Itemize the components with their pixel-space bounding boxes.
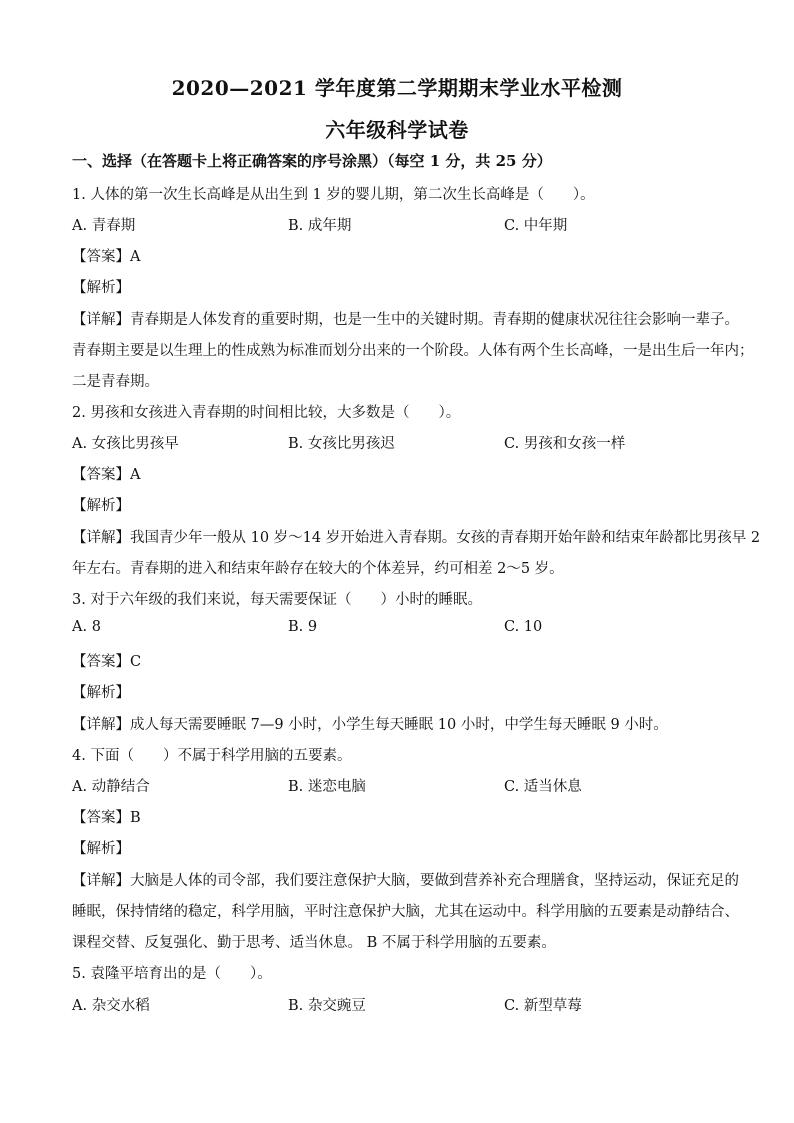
answer-label: 【答案】B	[72, 810, 141, 826]
section-heading: 一、选择（在答题卡上将正确答案的序号涂黑）（每空 1 分，共 25 分）	[72, 152, 552, 170]
answer-label: 【答案】C	[72, 654, 142, 670]
analysis-label: 【解析】	[72, 280, 130, 296]
option-b: B. 女孩比男孩迟	[288, 436, 395, 452]
option-c: C. 男孩和女孩一样	[504, 436, 626, 452]
answer-label: 【答案】A	[72, 467, 141, 483]
option-a: A. 动静结合	[72, 779, 150, 795]
option-b: B. 9	[288, 619, 318, 635]
analysis-label: 【解析】	[72, 498, 130, 514]
detail-line: 【详解】我国青少年一般从 10 岁～14 岁开始进入青春期。女孩的青春期开始年龄和结束年龄都比男孩早 2	[72, 530, 761, 546]
option-c: C. 适当休息	[504, 779, 582, 795]
answer-label: 【答案】A	[72, 249, 141, 265]
detail-line: 【详解】大脑是人体的司令部，我们要注意保护大脑，要做到营养补充合理膳食，坚持运动，保证充足的	[72, 873, 739, 889]
option-b: B. 杂交豌豆	[288, 998, 366, 1014]
question-stem: 3. 对于六年级的我们来说，每天需要保证（ ）小时的睡眠。	[72, 592, 482, 608]
question-stem: 2. 男孩和女孩进入青春期的时间相比较，大多数是（ ）。	[72, 405, 461, 421]
detail-line: 【详解】成人每天需要睡眠 7—9 小时，小学生每天睡眠 10 小时，中学生每天睡眠 9 小时。	[72, 717, 668, 733]
option-b: B. 迷恋电脑	[288, 779, 366, 795]
analysis-label: 【解析】	[72, 841, 130, 857]
option-c: C. 新型草莓	[504, 998, 582, 1014]
question-stem: 5. 袁隆平培育出的是（ ）。	[72, 966, 272, 982]
detail-line: 年左右。青春期的进入和结束年龄存在较大的个体差异，约可相差 2～5 岁。	[72, 561, 564, 577]
detail-line: 青春期主要是以生理上的性成熟为标准而划分出来的一个阶段。人体有两个生长高峰，一是出生后一年内；	[72, 343, 754, 359]
question-stem: 4. 下面（ ）不属于科学用脑的五要素。	[72, 748, 352, 764]
option-a: A. 青春期	[72, 218, 136, 234]
detail-line: 课程交替、反复强化、勤于思考、适当休息。 B 不属于科学用脑的五要素。	[72, 935, 556, 951]
question-stem: 1. 人体的第一次生长高峰是从出生到 1 岁的婴儿期，第二次生长高峰是（ ）。	[72, 187, 595, 203]
option-a: A. 8	[72, 619, 101, 635]
exam-title: 2020—2021 学年度第二学期期末学业水平检测	[171, 76, 623, 100]
detail-line: 二是青春期。	[72, 374, 159, 390]
option-a: A. 女孩比男孩早	[72, 436, 179, 452]
option-c: C. 10	[504, 619, 543, 635]
detail-line: 【详解】青春期是人体发育的重要时期，也是一生中的关键时期。青春期的健康状况往往会影响一辈子。	[72, 312, 739, 328]
option-a: A. 杂交水稻	[72, 998, 150, 1014]
option-b: B. 成年期	[288, 218, 352, 234]
analysis-label: 【解析】	[72, 685, 130, 701]
option-c: C. 中年期	[504, 218, 568, 234]
detail-line: 睡眠，保持情绪的稳定，科学用脑，平时注意保护大脑，尤其在运动中。科学用脑的五要素是动静结合、	[72, 904, 739, 920]
exam-subtitle: 六年级科学试卷	[325, 118, 469, 142]
